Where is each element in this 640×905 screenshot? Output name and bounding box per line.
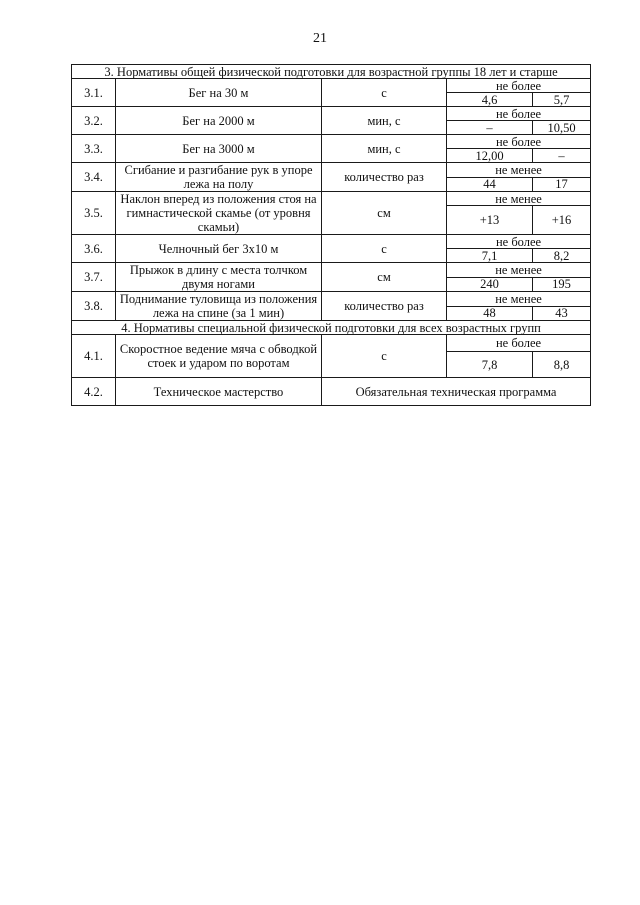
test-name: Сгибание и разгибание рук в упоре лежа на полу bbox=[116, 163, 322, 192]
value-2: 43 bbox=[533, 306, 591, 321]
unit: количество раз bbox=[322, 292, 447, 321]
value-2: 195 bbox=[533, 277, 591, 292]
value-1: 44 bbox=[447, 177, 533, 192]
test-name: Поднимание туловища из положения лежа на спине (за 1 мин) bbox=[116, 292, 322, 321]
table-row bbox=[72, 292, 591, 307]
value-2: 10,50 bbox=[533, 121, 591, 135]
value-2: 8,8 bbox=[533, 352, 591, 378]
row-number: 3.6. bbox=[72, 235, 116, 263]
value-2: +16 bbox=[533, 206, 591, 235]
unit: мин, с bbox=[322, 135, 447, 163]
test-name: Техническое мастерство bbox=[116, 378, 322, 406]
value-1: +13 bbox=[447, 206, 533, 235]
table-row bbox=[72, 192, 591, 206]
test-name: Наклон вперед из положения стоя на гимнастической скамье (от уровня скамьи) bbox=[116, 192, 322, 235]
row-number: 4.2. bbox=[72, 378, 116, 406]
test-name: Бег на 30 м bbox=[116, 79, 322, 107]
section-header-row bbox=[72, 321, 591, 335]
table-row bbox=[72, 163, 591, 178]
value-1: 12,00 bbox=[447, 149, 533, 163]
table-row bbox=[72, 378, 591, 406]
condition: не менее bbox=[447, 292, 591, 307]
table-row bbox=[72, 135, 591, 149]
value-1: 48 bbox=[447, 306, 533, 321]
condition: не более bbox=[447, 335, 591, 352]
row-number: 3.5. bbox=[72, 192, 116, 235]
condition: не более bbox=[447, 79, 591, 93]
test-name: Бег на 2000 м bbox=[116, 107, 322, 135]
row-number: 3.3. bbox=[72, 135, 116, 163]
value-1: 4,6 bbox=[447, 93, 533, 107]
unit: количество раз bbox=[322, 163, 447, 192]
section-header-row bbox=[72, 65, 591, 79]
value-1: 7,8 bbox=[447, 352, 533, 378]
row-number: 3.8. bbox=[72, 292, 116, 321]
section-title-general: 3. Нормативы общей физической подготовки для возрастной группы 18 лет и старше bbox=[72, 65, 591, 79]
program-note: Обязательная техническая программа bbox=[322, 378, 591, 406]
condition: не более bbox=[447, 235, 591, 249]
unit: с bbox=[322, 235, 447, 263]
test-name: Челночный бег 3х10 м bbox=[116, 235, 322, 263]
table-row bbox=[72, 335, 591, 352]
row-number: 3.7. bbox=[72, 263, 116, 292]
norms-table bbox=[71, 64, 591, 406]
unit: мин, с bbox=[322, 107, 447, 135]
row-number: 3.1. bbox=[72, 79, 116, 107]
test-name: Прыжок в длину с места толчком двумя ногами bbox=[116, 263, 322, 292]
condition: не более bbox=[447, 107, 591, 121]
condition: не менее bbox=[447, 192, 591, 206]
condition: не более bbox=[447, 135, 591, 149]
row-number: 3.4. bbox=[72, 163, 116, 192]
table-row bbox=[72, 235, 591, 249]
value-2: 17 bbox=[533, 177, 591, 192]
unit: см bbox=[322, 263, 447, 292]
condition: не менее bbox=[447, 163, 591, 178]
page-number: 21 bbox=[313, 31, 327, 46]
value-1: – bbox=[447, 121, 533, 135]
test-name: Бег на 3000 м bbox=[116, 135, 322, 163]
value-2: 5,7 bbox=[533, 93, 591, 107]
condition: не менее bbox=[447, 263, 591, 278]
table-row bbox=[72, 107, 591, 121]
table-row bbox=[72, 79, 591, 93]
value-1: 240 bbox=[447, 277, 533, 292]
row-number: 4.1. bbox=[72, 335, 116, 378]
unit: см bbox=[322, 192, 447, 235]
value-1: 7,1 bbox=[447, 249, 533, 263]
table-row bbox=[72, 263, 591, 278]
value-2: – bbox=[533, 149, 591, 163]
test-name: Скоростное ведение мяча с обводкой стоек и ударом по воротам bbox=[116, 335, 322, 378]
unit: с bbox=[322, 79, 447, 107]
section-title-special: 4. Нормативы специальной физической подготовки для всех возрастных групп bbox=[72, 321, 591, 335]
row-number: 3.2. bbox=[72, 107, 116, 135]
value-2: 8,2 bbox=[533, 249, 591, 263]
unit: с bbox=[322, 335, 447, 378]
